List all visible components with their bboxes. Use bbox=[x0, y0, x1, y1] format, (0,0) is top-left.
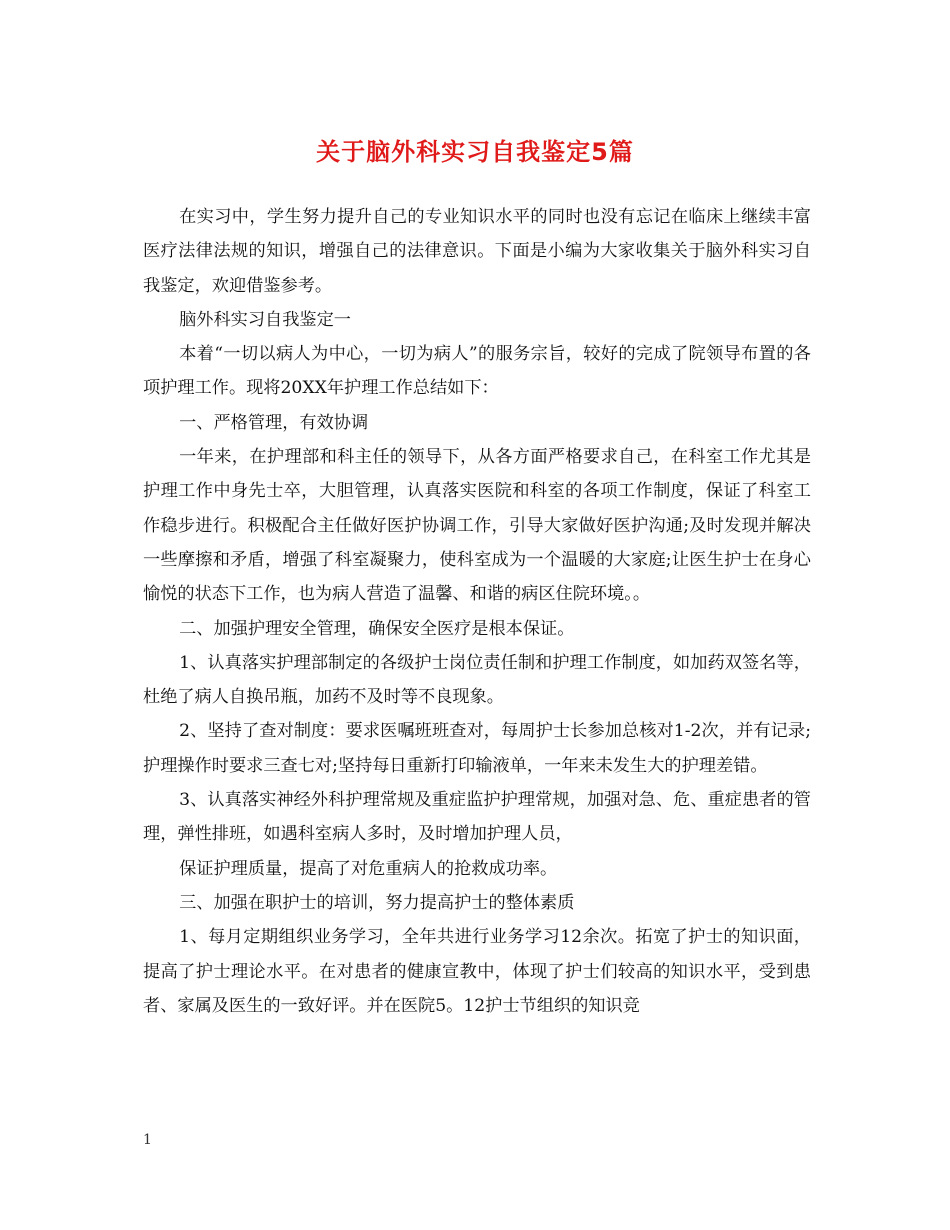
subsection-heading: 一、严格管理，有效协调 bbox=[179, 412, 369, 433]
intro-paragraph: 在实习中，学生努力提升自己的专业知识水平的同时也没有忘记在临床上继续丰富医疗法律法规的知识，增强自己的法律意识。下面是小编为大家收集关于脑外科实习自我鉴定，欢迎借鉴参考。 bbox=[143, 207, 811, 296]
document-body bbox=[143, 200, 811, 1023]
body-paragraph: 保证护理质量，提高了对危重病人的抢救成功率。 bbox=[179, 858, 558, 879]
page-number: 1 bbox=[143, 1132, 152, 1148]
list-item-paragraph: 1、每月定期组织业务学习，全年共进行业务学习12余次。拓宽了护士的知识面，提高了护士理论水平。在对患者的健康宣教中，体现了护士们较高的知识水平，受到患者、家属及医生的一致好评。并在医院5。12护士节组织的知识竞 bbox=[143, 927, 811, 1016]
subsection-heading: 二、加强护理安全管理，确保安全医疗是根本保证。 bbox=[179, 618, 575, 639]
list-item-paragraph: 3、认真落实神经外科护理常规及重症监护护理常规，加强对急、危、重症患者的管理，弹性排班，如遇科室病人多时，及时增加护理人员， bbox=[143, 790, 811, 845]
subsection-heading: 三、加强在职护士的培训，努力提高护士的整体素质 bbox=[179, 892, 575, 913]
document-title: 关于脑外科实习自我鉴定5篇 bbox=[316, 138, 634, 166]
section-heading: 脑外科实习自我鉴定一 bbox=[179, 309, 351, 330]
list-item-paragraph: 1、认真落实护理部制定的各级护士岗位责任制和护理工作制度，如加药双签名等，杜绝了病人自换吊瓶，加药不及时等不良现象。 bbox=[143, 652, 811, 708]
body-paragraph: 一年来，在护理部和科主任的领导下，从各方面严格要求自己，在科室工作尤其是护理工作中身先士卒，大胆管理，认真落实医院和科室的各项工作制度，保证了科室工作稳步进行。积极配合主任做好医护协调工作，引导大家做好医护沟通;及时发现并解决一些摩擦和矛盾，增强了科室凝聚力，使科室成为一个温暖的大家庭;让医生护士在身心愉悦的状态下工作，也为病人营造了温馨、和谐的病区住院环境。。 bbox=[143, 447, 811, 605]
body-paragraph: 本着“一切以病人为中心，一切为病人”的服务宗旨，较好的完成了院领导布置的各项护理工作。现将20XX年护理工作总结如下： bbox=[143, 344, 811, 399]
list-item-paragraph: 2、坚持了查对制度：要求医嘱班班查对，每周护士长参加总核对1-2次，并有记录;护理操作时要求三查七对;坚持每日重新打印输液单，一年来未发生大的护理差错。 bbox=[143, 721, 811, 776]
